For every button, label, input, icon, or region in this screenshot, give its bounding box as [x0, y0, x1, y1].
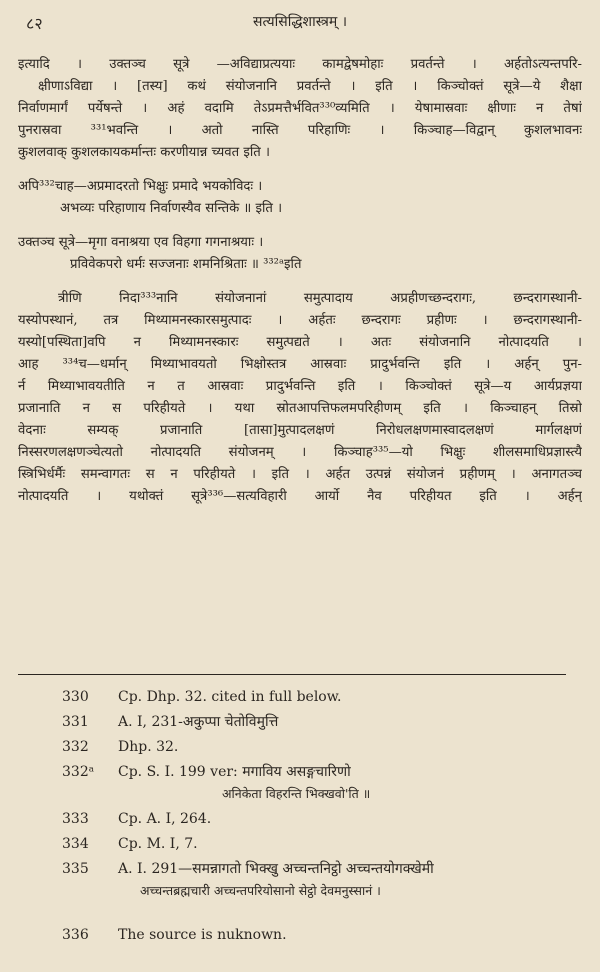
- text-line: यस्योपस्थानं, तत्र मिथ्यामनस्कारसमुत्पादः । अर्हतः छन्दरागः प्रहीणः । छन्दरागस्थानी-: [18, 313, 582, 328]
- text-line: त्रीणि निदा³³³नानि संयोजनानां समुत्पादाय अप्रहीणच्छन्दरागः, छन्दरागस्थानी-: [58, 291, 582, 306]
- footnote: [62, 924, 582, 946]
- footnote-text: A. I, 231-अकुप्पा चेतोविमुत्ति: [118, 714, 279, 730]
- verse-line: प्रविवेकपरो धर्मः सज्जनाः शमनिश्रिताः ॥ ³³²ᵃइति: [70, 257, 302, 272]
- footnote: [62, 808, 582, 830]
- text-line: र्न मिथ्याभावयतीति न त आस्रवाः प्रादुर्भवन्ति इति । किञ्चोक्तं सूत्रे—य आर्यप्रज्ञया: [18, 379, 582, 394]
- text-line: आह ³³⁴च—धर्मान् मिथ्याभावयतो भिक्षोस्तत्र आस्रवाः प्रादुर्भवन्ति इति । अर्हन् पुन-: [18, 357, 582, 372]
- verse-line: अपि³³²चाह—अप्रमादरतो भिक्षुः प्रमादे भयकोविदः ।: [18, 179, 263, 194]
- footnote-text: Cp. A. I, 264.: [118, 811, 212, 827]
- verse-line: उक्तञ्च सूत्रे—मृगा वनाश्रया एव विहगा गगनाश्रयाः ।: [18, 235, 264, 250]
- footnote-text: The source is nuknown.: [118, 927, 287, 943]
- footnote-text: Cp. Dhp. 32. cited in full below.: [118, 689, 342, 705]
- footnotes: [62, 686, 582, 949]
- footnote-number: 331: [62, 714, 89, 730]
- footnote-continuation: अच्चन्तब्रह्मचारी अच्चन्तपरियोसानो सेट्ठो देवमनुस्सानं ।: [140, 883, 381, 898]
- footnote-text: Dhp. 32.: [118, 739, 179, 755]
- text-line: कुशलवाक् कुशलकायकर्मान्तः करणीयान्न च्यवत इति ।: [18, 145, 270, 160]
- text-line: नोत्पादयति । यथोक्तं सूत्रे³³⁶—सत्यविहारी आर्यो नैव परिहीयत इति । अर्हन्: [18, 489, 582, 504]
- text-line: पुनरास्रवा ³³¹भवन्ति । अतो नास्ति परिहाणिः । किञ्चाह—विद्वान् कुशलभावनः: [18, 123, 582, 138]
- text-line: निस्सरणलक्षणञ्चेत्यतो नोत्पादयति संयोजनम् । किञ्चाह³³⁵—यो भिक्षुः शीलसमाधिप्रज्ञास्त्यै: [18, 445, 582, 460]
- footnote-divider: [18, 674, 566, 675]
- verse-quote: [18, 176, 582, 220]
- text-line: यस्यो[पस्थिता]वपि न मिथ्यामनस्कारः समुत्पद्यते । अतः संयोजनानि नोत्पादयति ।: [18, 335, 582, 350]
- footnote-continuation: अनिकेता विहरन्ति भिक्खवो'ति ॥: [222, 786, 371, 801]
- text-line: प्रजानाति न स परिहीयते । यथा स्रोतआपत्तिफलमपरिहीणम् इति । किञ्चाहन् तिस्रो: [18, 401, 582, 416]
- text-line: वेदनाः सम्यक् प्रजानाति [तासा]मुत्पादलक्षणं निरोधलक्षणमास्वादलक्षणं मार्गलक्षणं: [18, 423, 582, 438]
- paragraph: [18, 54, 582, 164]
- running-title: सत्यसिद्धिशास्त्रम् ।: [253, 14, 347, 30]
- footnote-text: Cp. M. I, 7.: [118, 836, 198, 852]
- main-text: [18, 54, 582, 520]
- footnote: [62, 833, 582, 855]
- footnote: [62, 711, 582, 733]
- footnote-number: 333: [62, 811, 89, 827]
- footnote-text: Cp. S. I. 199 ver: मगाविय असङ्गचारिणो: [118, 764, 351, 780]
- page-number: ८२: [26, 14, 43, 33]
- page-header: [0, 12, 600, 36]
- footnote-number: 330: [62, 689, 89, 705]
- text-line: क्षीणाऽविद्या । [तस्य] कथं संयोजनानि प्रवर्तन्ते । इति । किञ्चोक्तं सूत्रे—ये शैक्षा: [38, 79, 582, 94]
- footnote-text: A. I. 291—समन्नागतो भिक्खु अच्चन्तनिट्ठो अच्चन्तयोगक्खेमी: [118, 861, 434, 877]
- footnote-number: 332ᵃ: [62, 764, 95, 780]
- footnote-number: 336: [62, 927, 89, 943]
- text-line: इत्यादि । उक्तञ्च सूत्रे —अविद्याप्रत्ययाः कामद्वेषमोहाः प्रवर्तन्ते । अर्हतोऽत्यन्तपरि-: [18, 57, 582, 72]
- footnote-number: 334: [62, 836, 89, 852]
- footnote-number: 335: [62, 861, 89, 877]
- footnote-number: 332: [62, 739, 89, 755]
- paragraph: [18, 288, 582, 508]
- footnote: [62, 858, 582, 902]
- verse-line: अभव्यः परिहाणाय निर्वाणस्यैव सन्तिके ॥ इति ।: [60, 201, 283, 216]
- verse-quote: [18, 232, 582, 276]
- text-line: निर्वाणमार्गं पर्येषन्ते । अहं वदामि तेऽप्रमत्तैर्भवित³³⁰व्यमिति । येषामास्रवाः क्षीणाः न तेषां: [18, 101, 582, 116]
- text-line: स्त्रिभिर्धर्मैः समन्वागतः स न परिहीयते । इति । अर्हत उत्पन्नं संयोजनं प्रहीणम् । अनागतञ्च: [18, 467, 582, 482]
- footnote: [62, 686, 582, 708]
- footnote: [62, 736, 582, 758]
- footnote: [62, 761, 582, 805]
